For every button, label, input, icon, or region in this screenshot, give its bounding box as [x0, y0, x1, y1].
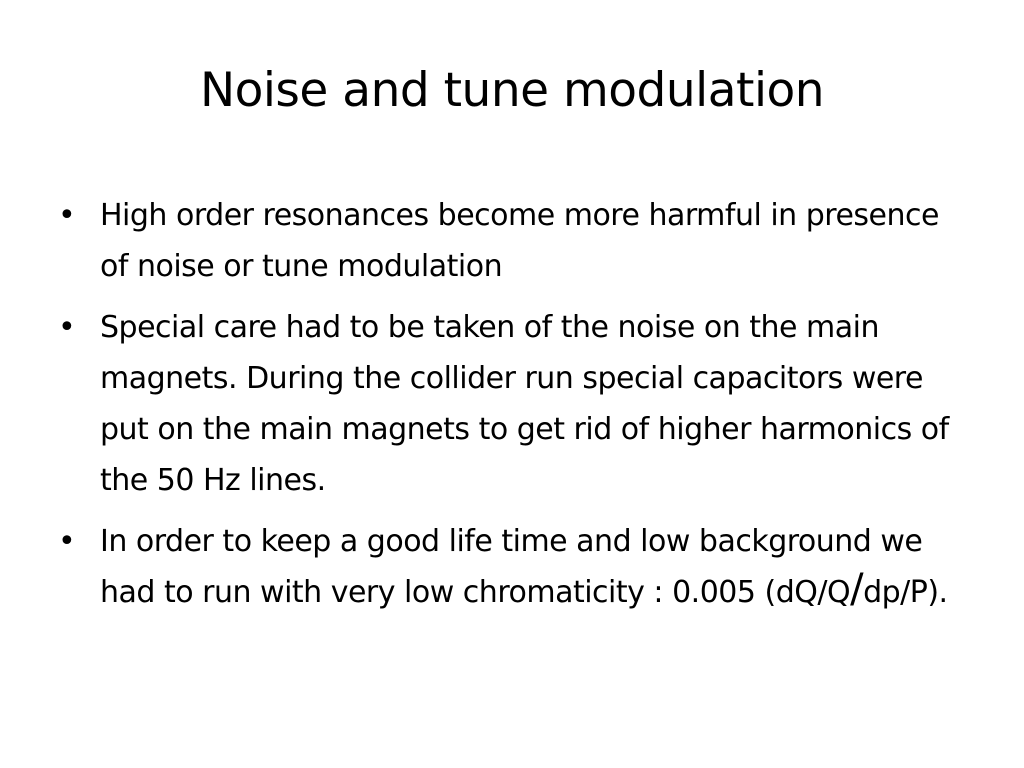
bullet-icon: •	[58, 198, 76, 233]
bullet-item-1	[58, 190, 958, 292]
bullet-text-before: In order to keep a good life time and low background we had to run with very low chromaticity : 0.005 (dQ/Q	[100, 524, 923, 610]
bullet-item-2	[58, 302, 958, 506]
bullet-icon: •	[58, 524, 76, 559]
bullet-list	[58, 190, 958, 628]
bullet-icon: •	[58, 310, 76, 345]
slide-title: Noise and tune modulation	[199, 63, 825, 118]
large-slash: /	[850, 566, 864, 612]
bullet-item-3	[58, 516, 958, 618]
bullet-text	[100, 524, 948, 610]
bullet-text: High order resonances become more harmful in presence of noise or tune modulation	[100, 198, 939, 284]
bullet-text-after: dp/P).	[863, 575, 948, 610]
bullet-text: Special care had to be taken of the noise on the main magnets. During the collider run special capacitors were put on the main magnets to get rid of higher harmonics of the 50 Hz lines.	[100, 310, 949, 498]
